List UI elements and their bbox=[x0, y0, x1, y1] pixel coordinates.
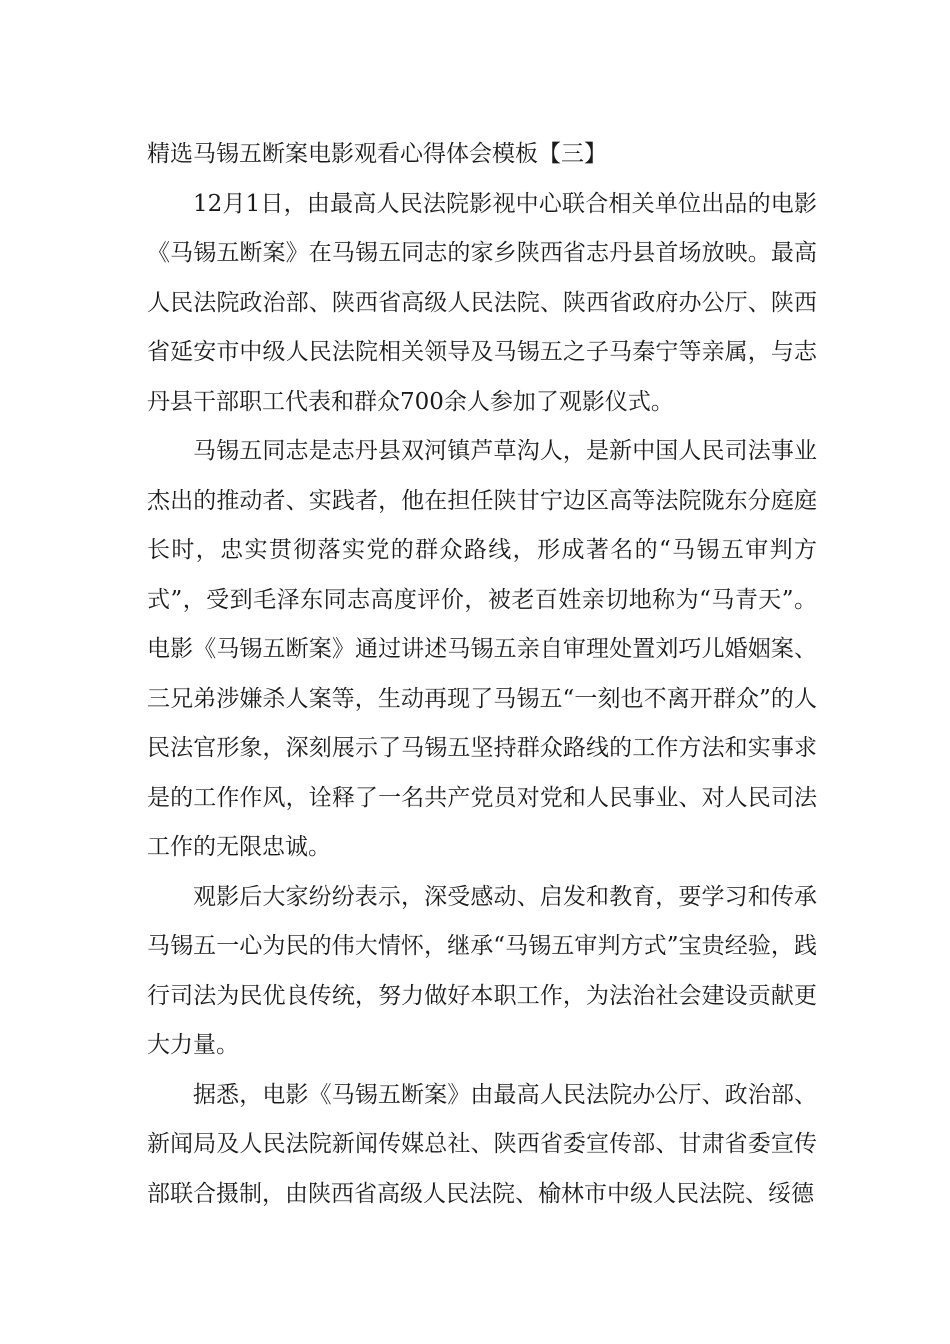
document-body bbox=[147, 130, 817, 1219]
document-title: 精选马锡五断案电影观看心得体会模板【三】 bbox=[147, 141, 607, 167]
paragraph-3: 观影后大家纷纷表示，深受感动、启发和教育，要学习和传承马锡五一心为民的伟大情怀，继承“马锡五审判方式”宝贵经验，践行司法为民优良传统，努力做好本职工作，为法治社会建设贡献更大力量。 bbox=[147, 883, 817, 1058]
paragraph-4: 据悉，电影《马锡五断案》由最高人民法院办公厅、政治部、新闻局及人民法院新闻传媒总社、陕西省委宣传部、甘肃省委宣传部联合摄制，由陕西省高级人民法院、榆林市中级人民法院、绥德 bbox=[147, 1081, 817, 1207]
paragraph-1: 12月1日，由最高人民法院影视中心联合相关单位出品的电影《马锡五断案》在马锡五同志的家乡陕西省志丹县首场放映。最高人民法院政治部、陕西省高级人民法院、陕西省政府办公厅、陕西省延安市中级人民法院相关领导及马锡五之子马秦宁等亲属，与志丹县干部职工代表和群众700余人参加了观影仪式。 bbox=[147, 190, 817, 415]
paragraph-2: 马锡五同志是志丹县双河镇芦草沟人，是新中国人民司法事业杰出的推动者、实践者，他在担任陕甘宁边区高等法院陇东分庭庭长时，忠实贯彻落实党的群众路线，形成著名的“马锡五审判方式”，受到毛泽东同志高度评价，被老百姓亲切地称为“马青天”。电影《马锡五断案》通过讲述马锡五亲自审理处置刘巧儿婚姻案、三兄弟涉嫌杀人案等，生动再现了马锡五“一刻也不离开群众”的人民法官形象，深刻展示了马锡五坚持群众路线的工作方法和实事求是的工作作风，诠释了一名共产党员对党和人民事业、对人民司法工作的无限忠诚。 bbox=[147, 438, 817, 860]
